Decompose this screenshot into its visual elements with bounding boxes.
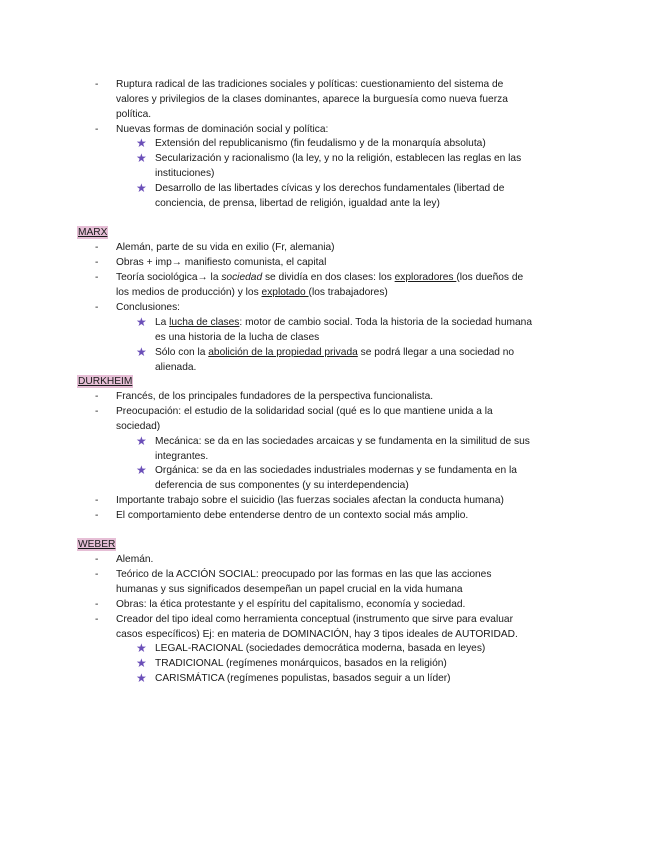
durkheim-bullet-2-line-1: Preocupación: el estudio de la solidaridad social (qué es lo que mantiene unida a la [116, 406, 493, 417]
durkheim-bullet-1: Francés, de los principales fundadores de la perspectiva funcionalista. [116, 391, 434, 402]
marx-sub-1-line-2: es una historia de la lucha de clases [155, 332, 320, 343]
weber-bullet-4-line-1: Creador del tipo ideal como herramienta conceptual (instrumento que sirve para evaluar [116, 614, 513, 625]
durkheim-bullet-2-line-2: sociedad) [116, 421, 161, 432]
marx-sub-2-line-1 [155, 345, 514, 360]
star-icon: ★ [136, 345, 147, 359]
weber-sub-3: CARISMÁTICA (regímenes populistas, basados seguir a un líder) [155, 673, 451, 684]
star-icon: ★ [136, 641, 147, 655]
bullet-dash: - [95, 257, 99, 268]
durkheim-bullet-4: El comportamiento debe entenderse dentro de un contexto social más amplio. [116, 510, 469, 521]
star-icon: ★ [136, 434, 147, 448]
bullet-dash: - [95, 510, 99, 521]
underlined-lucha-de-clases: lucha de clases [169, 317, 240, 328]
durkheim-bullet-3: Importante trabajo sobre el suicidio (las fuerzas sociales afectan la conducta humana) [116, 495, 504, 506]
weber-bullet-1: Alemán. [116, 554, 154, 565]
text-run: (los dueños de [456, 272, 524, 283]
text-run: Teoría sociológica→ la [116, 272, 222, 283]
star-icon: ★ [136, 671, 147, 685]
weber-bullet-2-line-1: Teórico de la ACCIÓN SOCIAL: preocupado por las formas en las que las acciones [116, 569, 492, 580]
intro-sub-3-line-2: conciencia, de prensa, libertad de religión, igualdad ante la ley) [155, 198, 440, 209]
intro-sub-1: Extensión del republicanismo (fin feudalismo y de la monarquía absoluta) [155, 138, 486, 149]
marx-bullet-4: Conclusiones: [116, 302, 180, 313]
bullet-dash: - [95, 391, 99, 402]
bullet-dash: - [95, 569, 99, 580]
section-heading-weber: WEBER [78, 539, 116, 550]
intro-bullet-1-line-2: valores y privilegios de la clases dominantes, aparece la burguesía como nueva fuerza [116, 94, 508, 105]
star-icon: ★ [136, 151, 147, 165]
bullet-dash: - [95, 495, 99, 506]
text-run: Sólo con la [155, 347, 209, 358]
section-heading-durkheim: DURKHEIM [78, 376, 133, 387]
star-icon: ★ [136, 463, 147, 477]
marx-sub-1-line-1 [155, 315, 532, 330]
durkheim-sub-1-line-1: Mecánica: se da en las sociedades arcaicas y se fundamenta en la similitud de sus [155, 436, 530, 447]
intro-bullet-1-line-1: Ruptura radical de las tradiciones sociales y políticas: cuestionamiento del sistema de [116, 79, 504, 90]
bullet-dash: - [95, 406, 99, 417]
durkheim-sub-1-line-2: integrantes. [155, 451, 209, 462]
intro-sub-3-line-1: Desarrollo de las libertades cívicas y los derechos fundamentales (libertad de [155, 183, 505, 194]
marx-bullet-3-line-1 [116, 270, 523, 285]
weber-sub-2: TRADICIONAL (regímenes monárquicos, basados en la religión) [155, 658, 447, 669]
intro-sub-2-line-2: instituciones) [155, 168, 215, 179]
intro-sub-2-line-1: Secularización y racionalismo (la ley, y no la religión, establecen las reglas en las [155, 153, 522, 164]
underlined-abolicion: abolición de la propiedad privada [208, 347, 358, 358]
star-icon: ★ [136, 315, 147, 329]
bullet-dash: - [95, 272, 99, 283]
marx-bullet-2: Obras + imp→ manifiesto comunista, el capital [116, 257, 327, 268]
bullet-dash: - [95, 554, 99, 565]
weber-bullet-2-line-2: humanas y sus significados desempeñan un papel crucial en la vida humana [116, 584, 463, 595]
section-heading-marx: MARX [78, 227, 108, 238]
bullet-dash: - [95, 242, 99, 253]
bullet-dash: - [95, 124, 99, 135]
text-run: se dividía en dos clases: los [262, 272, 395, 283]
star-icon: ★ [136, 181, 147, 195]
weber-bullet-3: Obras: la ética protestante y el espíritu del capitalismo, economía y sociedad. [116, 599, 466, 610]
durkheim-sub-2-line-2: deferencia de sus componentes (y su interdependencia) [155, 480, 409, 491]
bullet-dash: - [95, 302, 99, 313]
weber-sub-1: LEGAL-RACIONAL (sociedades democrática moderna, basada en leyes) [155, 643, 486, 654]
text-run: los medios de producción) y los [116, 287, 262, 298]
bullet-dash: - [95, 599, 99, 610]
star-icon: ★ [136, 656, 147, 670]
text-run: : motor de cambio social. Toda la historia de la sociedad humana [239, 317, 532, 328]
text-run: La [155, 317, 170, 328]
marx-bullet-1: Alemán, parte de su vida en exilio (Fr, alemania) [116, 242, 335, 253]
weber-bullet-4-line-2: casos específicos) Ej: en materia de DOMINACIÓN, hay 3 tipos ideales de AUTORIDAD. [116, 629, 518, 640]
underlined-exploradores: exploradores [394, 272, 457, 283]
star-icon: ★ [136, 136, 147, 150]
intro-bullet-2: Nuevas formas de dominación social y política: [116, 124, 329, 135]
text-run: se podrá llegar a una sociedad no [357, 347, 515, 358]
marx-sub-2-line-2: alienada. [155, 362, 197, 373]
emphasis-sociedad: sociedad [221, 272, 263, 283]
text-run: (los trabajadores) [308, 287, 388, 298]
underlined-explotado: explotado [261, 287, 309, 298]
durkheim-sub-2-line-1: Orgánica: se da en las sociedades industriales modernas y se fundamenta en la [155, 465, 517, 476]
bullet-dash: - [95, 614, 99, 625]
marx-bullet-3-line-2 [116, 285, 388, 300]
intro-bullet-1-line-3: política. [116, 109, 152, 120]
bullet-dash: - [95, 79, 99, 90]
